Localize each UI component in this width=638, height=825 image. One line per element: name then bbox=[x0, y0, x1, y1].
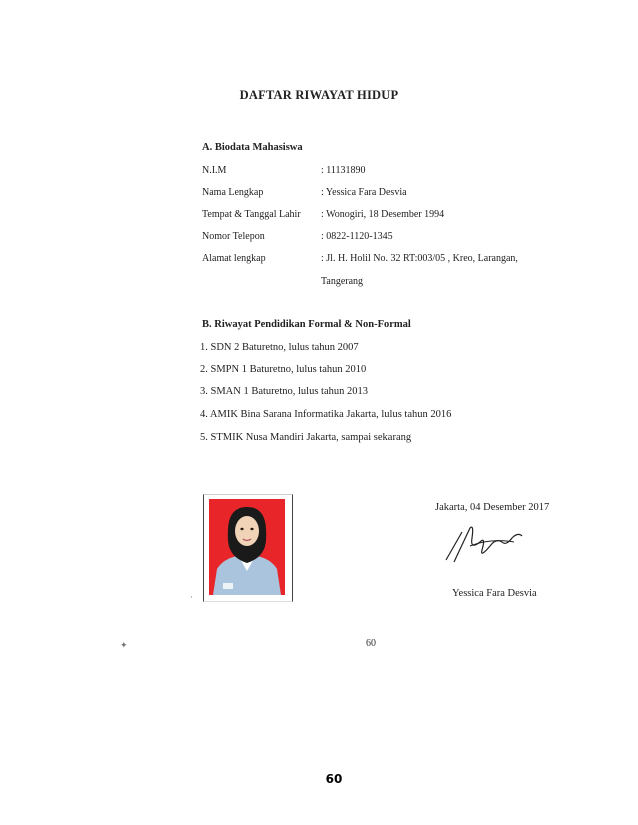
inner-page-number: 60 bbox=[366, 638, 376, 649]
field-row-telepon bbox=[202, 231, 582, 247]
education-item: 5. STMIK Nusa Mandiri Jakarta, sampai sekarang bbox=[200, 432, 412, 443]
education-item: 3. SMAN 1 Baturetno, lulus tahun 2013 bbox=[200, 386, 368, 397]
field-row-nim bbox=[202, 165, 582, 181]
education-item: 2. SMPN 1 Baturetno, lulus tahun 2010 bbox=[200, 364, 367, 375]
field-row-ttl bbox=[202, 209, 582, 225]
education-item: 4. AMIK Bina Sarana Informatika Jakarta, lulus tahun 2016 bbox=[200, 409, 452, 420]
field-row-nama bbox=[202, 187, 582, 203]
field-label: Nomor Telepon bbox=[202, 231, 265, 242]
scan-speck: ✦ bbox=[120, 640, 128, 650]
field-label: Tempat & Tanggal Lahir bbox=[202, 209, 301, 220]
field-row-alamat bbox=[202, 253, 582, 269]
signer-name: Yessica Fara Desvia bbox=[452, 588, 537, 599]
field-label: Nama Lengkap bbox=[202, 187, 264, 198]
signature-place-date: Jakarta, 04 Desember 2017 bbox=[435, 502, 550, 513]
address-continued: Tangerang bbox=[321, 276, 364, 287]
field-value: : Jl. H. Holil No. 32 RT:003/05 , Kreo, Larangan, bbox=[321, 253, 518, 264]
footer-page-number: 60 bbox=[325, 772, 343, 786]
field-value: : 0822-1120-1345 bbox=[321, 231, 393, 242]
field-value: : 11131890 bbox=[321, 165, 366, 176]
profile-photo bbox=[209, 499, 285, 595]
field-value: : Yessica Fara Desvia bbox=[321, 187, 407, 198]
field-value: : Wonogiri, 18 Desember 1994 bbox=[321, 209, 445, 220]
scan-speck: · bbox=[190, 592, 193, 602]
page-title: DAFTAR RIWAYAT HIDUP bbox=[239, 88, 399, 102]
signature bbox=[440, 520, 530, 566]
education-heading: B. Riwayat Pendidikan Formal & Non-Formal bbox=[202, 319, 411, 330]
field-label: N.I.M bbox=[202, 165, 227, 176]
biodata-heading: A. Biodata Mahasiswa bbox=[202, 142, 303, 153]
field-label: Alamat lengkap bbox=[202, 253, 266, 264]
education-item: 1. SDN 2 Baturetno, lulus tahun 2007 bbox=[200, 342, 359, 353]
